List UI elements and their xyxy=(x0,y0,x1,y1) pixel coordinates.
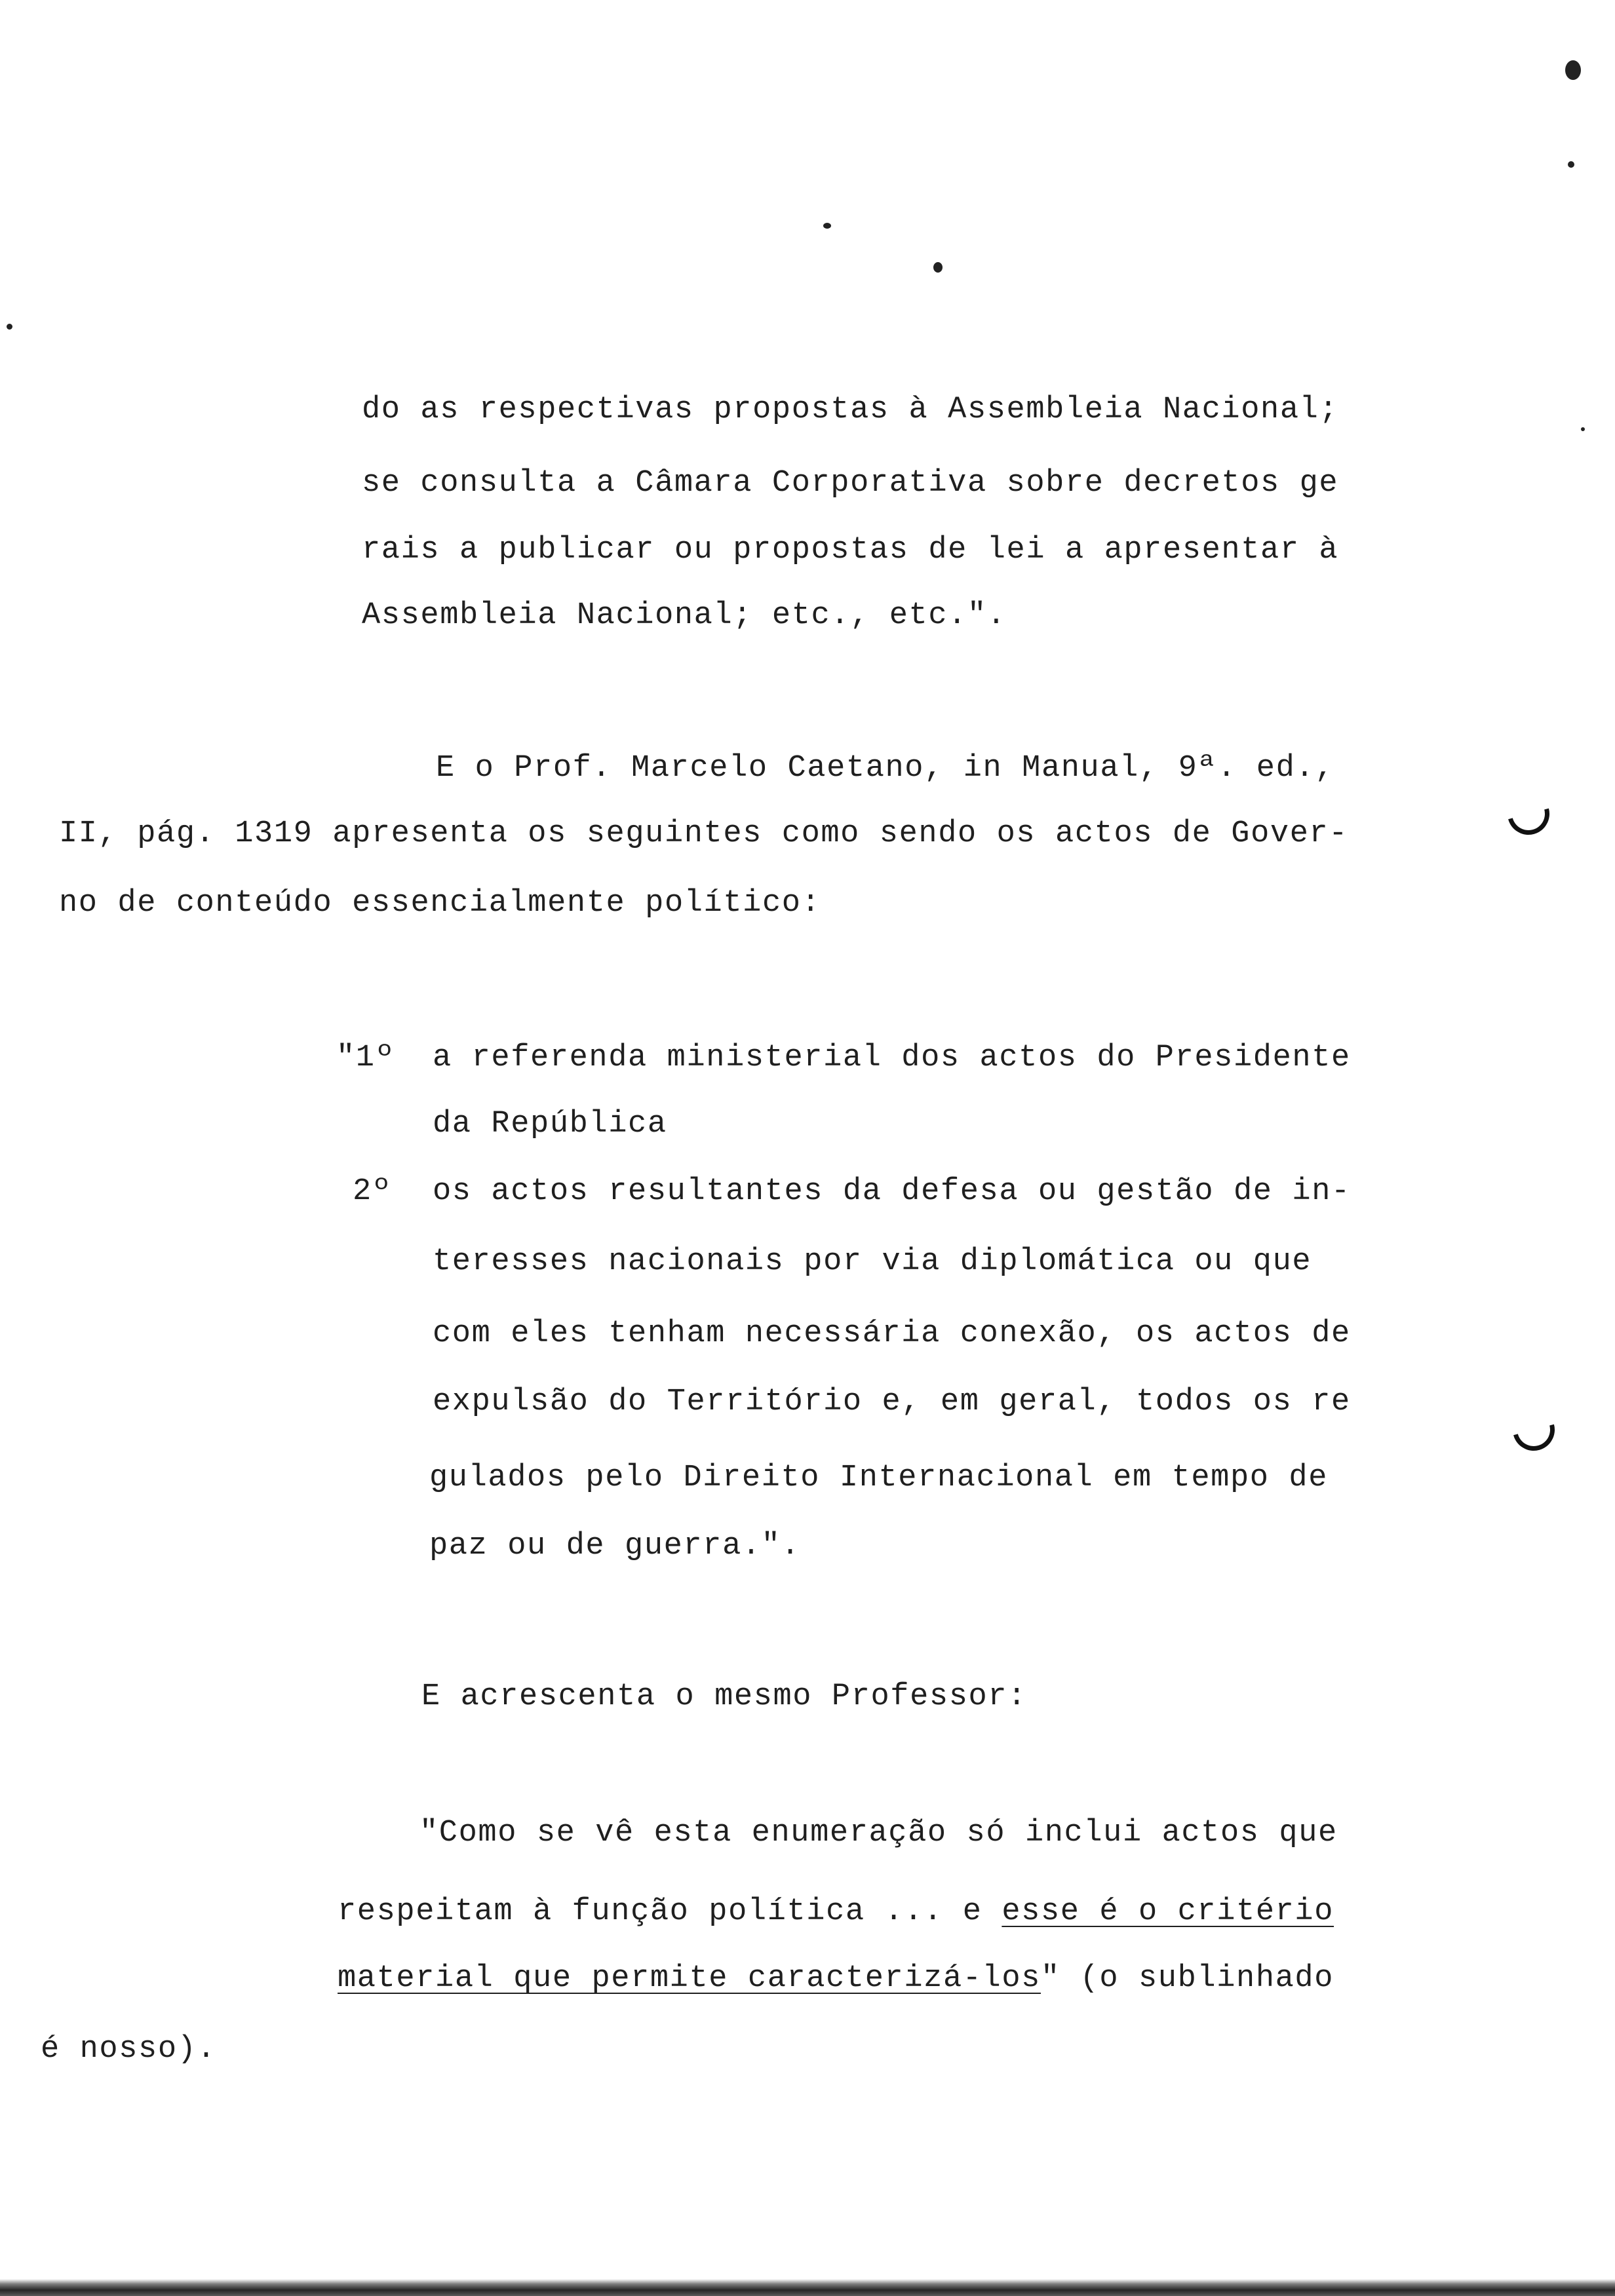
underlined-criterio: esse é o critério xyxy=(1002,1894,1334,1929)
text-line-2: se consulta a Câmara Corporativa sobre decretos ge xyxy=(362,466,1339,501)
list-item-2-line-4: expulsão do Território e, em geral, todos os re xyxy=(433,1385,1351,1419)
text-line-4: Assembleia Nacional; etc., etc.". xyxy=(362,598,1007,633)
list-item-2-line-6: paz ou de guerra.". xyxy=(429,1529,801,1563)
quote-line-2-text: respeitam à função política ... e xyxy=(338,1894,1002,1929)
scan-speck xyxy=(7,324,12,330)
list-item-2-line-3: com eles tenham necessária conexão, os actos de xyxy=(433,1316,1351,1351)
list-item-1-line-1: a referenda ministerial dos actos do Presidente xyxy=(433,1041,1351,1075)
list-item-1-line-2: da República xyxy=(433,1107,667,1141)
paragraph-intro-line: E o Prof. Marcelo Caetano, in Manual, 9ª. ed., xyxy=(436,751,1335,786)
scan-speck xyxy=(1568,161,1574,168)
scan-bottom-edge xyxy=(0,2279,1615,2296)
quote-line-2 xyxy=(338,1892,1334,1932)
punch-hole-mark xyxy=(1505,1401,1562,1458)
scan-speck xyxy=(1565,60,1581,80)
scan-speck xyxy=(933,262,943,273)
closing-line: é nosso). xyxy=(41,2032,217,2067)
scan-speck xyxy=(1581,427,1585,431)
scan-speck xyxy=(823,223,831,229)
punch-hole-mark xyxy=(1500,785,1557,842)
paragraph-acrescenta-line: E acrescenta o mesmo Professor: xyxy=(421,1679,1027,1714)
list-number-2: 2º xyxy=(353,1174,392,1209)
list-item-2-line-2: teresses nacionais por via diplomática ou que xyxy=(433,1244,1312,1279)
text-line-3: rais a publicar ou propostas de lei a apresentar à xyxy=(362,533,1339,567)
quote-line-3-tail: " (o sublinhado xyxy=(1040,1961,1334,1996)
text-line-7: no de conteúdo essencialmente político: xyxy=(59,886,821,921)
list-item-2-line-5: gulados pelo Direito Internacional em tempo de xyxy=(429,1461,1329,1495)
quote-line-1: "Como se vê esta enumeração só inclui actos que xyxy=(419,1816,1338,1850)
text-line-6: II, pág. 1319 apresenta os seguintes como sendo os actos de Gover- xyxy=(59,816,1349,851)
quote-line-3 xyxy=(338,1959,1334,1999)
text-line-1: do as respectivas propostas à Assembleia Nacional; xyxy=(362,392,1339,427)
list-item-2-line-1: os actos resultantes da defesa ou gestão de in- xyxy=(433,1174,1351,1209)
list-number-1: "1º xyxy=(336,1041,395,1075)
underlined-material: material que permite caracterizá-los xyxy=(338,1961,1041,1996)
